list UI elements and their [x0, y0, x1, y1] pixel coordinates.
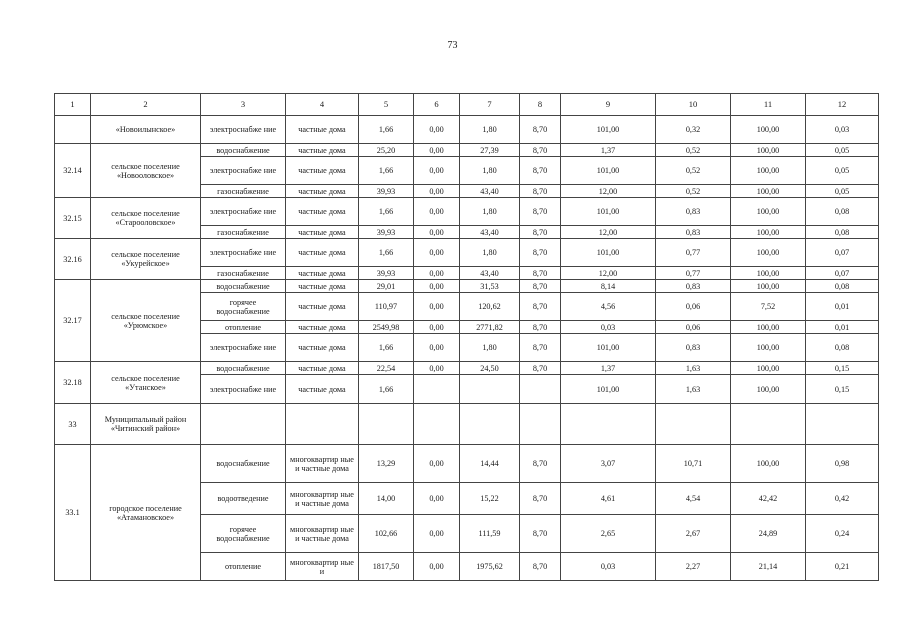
value-cell: 101,00 [561, 116, 656, 144]
value-cell: 0,98 [806, 445, 879, 483]
table-row [55, 239, 879, 267]
value-cell: 0,83 [656, 334, 731, 362]
value-cell: 1,63 [656, 375, 731, 404]
value-cell: 0,32 [656, 116, 731, 144]
value-cell: 1,66 [359, 239, 414, 267]
header-cell: 2 [91, 94, 201, 116]
value-cell: 0,00 [414, 267, 460, 280]
empty-cell [359, 404, 414, 445]
value-cell: 0,83 [656, 198, 731, 226]
value-cell: 100,00 [731, 280, 806, 293]
service-cell: горячее водоснабжение [201, 293, 286, 321]
value-cell: 8,70 [520, 144, 561, 157]
header-cell: 1 [55, 94, 91, 116]
service-cell: газоснабжение [201, 226, 286, 239]
value-cell: 4,61 [561, 483, 656, 515]
value-cell: 0,00 [414, 515, 460, 553]
value-cell: 8,70 [520, 157, 561, 185]
value-cell: 0,07 [806, 239, 879, 267]
service-cell: электроснабже ние [201, 116, 286, 144]
value-cell: 101,00 [561, 334, 656, 362]
value-cell: 100,00 [731, 157, 806, 185]
value-cell: 1975,62 [460, 553, 520, 581]
value-cell: 0,01 [806, 321, 879, 334]
table-header-row [55, 94, 879, 116]
value-cell: 0,00 [414, 293, 460, 321]
consumers-cell: частные дома [286, 185, 359, 198]
value-cell: 0,00 [414, 483, 460, 515]
value-cell: 0,06 [656, 293, 731, 321]
settlement-name-cell: «Новоилынское» [91, 116, 201, 144]
value-cell [520, 375, 561, 404]
value-cell: 0,08 [806, 334, 879, 362]
value-cell: 15,22 [460, 483, 520, 515]
table-row [55, 362, 879, 375]
service-cell: водоотведение [201, 483, 286, 515]
value-cell: 101,00 [561, 239, 656, 267]
value-cell: 29,01 [359, 280, 414, 293]
value-cell: 2,67 [656, 515, 731, 553]
value-cell: 0,00 [414, 185, 460, 198]
value-cell: 100,00 [731, 321, 806, 334]
header-cell: 8 [520, 94, 561, 116]
empty-cell [806, 404, 879, 445]
settlement-name-cell: сельское поселение «Урюмское» [91, 280, 201, 362]
value-cell: 1,80 [460, 116, 520, 144]
value-cell: 100,00 [731, 267, 806, 280]
settlement-name-cell: городское поселение «Атамановское» [91, 445, 201, 581]
header-cell: 5 [359, 94, 414, 116]
value-cell: 1,66 [359, 334, 414, 362]
value-cell: 42,42 [731, 483, 806, 515]
row-number-cell [55, 116, 91, 144]
row-number-cell: 32.18 [55, 362, 91, 404]
value-cell: 1,37 [561, 362, 656, 375]
value-cell: 8,70 [520, 515, 561, 553]
value-cell: 100,00 [731, 375, 806, 404]
value-cell: 100,00 [731, 185, 806, 198]
value-cell: 0,00 [414, 553, 460, 581]
value-cell: 0,05 [806, 157, 879, 185]
row-number-cell: 32.17 [55, 280, 91, 362]
consumers-cell: частные дома [286, 267, 359, 280]
value-cell: 100,00 [731, 226, 806, 239]
value-cell: 0,00 [414, 157, 460, 185]
header-cell: 9 [561, 94, 656, 116]
value-cell: 101,00 [561, 375, 656, 404]
value-cell: 8,70 [520, 445, 561, 483]
value-cell: 120,62 [460, 293, 520, 321]
table-row [55, 404, 879, 445]
settlement-name-cell: сельское поселение «Старооловское» [91, 198, 201, 239]
value-cell: 2,27 [656, 553, 731, 581]
value-cell: 1,66 [359, 198, 414, 226]
value-cell: 8,70 [520, 267, 561, 280]
value-cell: 1817,50 [359, 553, 414, 581]
value-cell: 8,70 [520, 553, 561, 581]
value-cell: 0,08 [806, 280, 879, 293]
value-cell: 0,52 [656, 185, 731, 198]
consumers-cell: многоквартир ные и частные дома [286, 445, 359, 483]
value-cell: 43,40 [460, 267, 520, 280]
value-cell: 31,53 [460, 280, 520, 293]
value-cell: 0,01 [806, 293, 879, 321]
value-cell: 0,03 [561, 321, 656, 334]
value-cell: 7,52 [731, 293, 806, 321]
service-cell: газоснабжение [201, 267, 286, 280]
value-cell: 0,00 [414, 226, 460, 239]
header-cell: 7 [460, 94, 520, 116]
service-cell: электроснабже ние [201, 334, 286, 362]
empty-cell [414, 404, 460, 445]
service-cell: водоснабжение [201, 280, 286, 293]
header-cell: 6 [414, 94, 460, 116]
row-number-cell: 32.16 [55, 239, 91, 280]
tariff-table [54, 93, 879, 581]
value-cell: 0,03 [561, 553, 656, 581]
service-cell: водоснабжение [201, 144, 286, 157]
empty-cell [731, 404, 806, 445]
header-cell: 3 [201, 94, 286, 116]
value-cell: 1,37 [561, 144, 656, 157]
value-cell: 0,08 [806, 226, 879, 239]
value-cell: 100,00 [731, 445, 806, 483]
value-cell: 0,83 [656, 280, 731, 293]
consumers-cell: частные дома [286, 321, 359, 334]
header-cell: 4 [286, 94, 359, 116]
value-cell: 4,54 [656, 483, 731, 515]
consumers-cell: частные дома [286, 157, 359, 185]
value-cell: 8,70 [520, 280, 561, 293]
value-cell: 13,29 [359, 445, 414, 483]
value-cell: 8,70 [520, 293, 561, 321]
value-cell: 100,00 [731, 362, 806, 375]
value-cell: 0,77 [656, 239, 731, 267]
value-cell: 100,00 [731, 198, 806, 226]
value-cell: 43,40 [460, 226, 520, 239]
header-cell: 10 [656, 94, 731, 116]
value-cell [414, 375, 460, 404]
value-cell: 0,03 [806, 116, 879, 144]
value-cell: 1,63 [656, 362, 731, 375]
value-cell: 0,00 [414, 321, 460, 334]
value-cell: 22,54 [359, 362, 414, 375]
value-cell: 1,66 [359, 116, 414, 144]
value-cell: 12,00 [561, 226, 656, 239]
table-row [55, 198, 879, 226]
value-cell: 27,39 [460, 144, 520, 157]
service-cell: отопление [201, 553, 286, 581]
value-cell: 0,00 [414, 198, 460, 226]
value-cell: 1,80 [460, 334, 520, 362]
value-cell: 14,44 [460, 445, 520, 483]
row-number-cell: 32.14 [55, 144, 91, 198]
consumers-cell: частные дома [286, 198, 359, 226]
value-cell: 8,70 [520, 483, 561, 515]
value-cell: 39,93 [359, 226, 414, 239]
consumers-cell: многоквартир ные и частные дома [286, 515, 359, 553]
service-cell: отопление [201, 321, 286, 334]
value-cell [460, 375, 520, 404]
value-cell: 10,71 [656, 445, 731, 483]
value-cell: 8,70 [520, 321, 561, 334]
row-number-cell: 33.1 [55, 445, 91, 581]
value-cell: 101,00 [561, 198, 656, 226]
value-cell: 8,70 [520, 226, 561, 239]
row-number-cell: 33 [55, 404, 91, 445]
empty-cell [201, 404, 286, 445]
value-cell: 12,00 [561, 185, 656, 198]
value-cell: 2549,98 [359, 321, 414, 334]
consumers-cell: частные дома [286, 375, 359, 404]
value-cell: 2771,82 [460, 321, 520, 334]
value-cell: 0,00 [414, 116, 460, 144]
consumers-cell: частные дома [286, 116, 359, 144]
settlement-name-cell: сельское поселение «Новооловское» [91, 144, 201, 198]
settlement-name-cell: сельское поселение «Укурейское» [91, 239, 201, 280]
table-row [55, 116, 879, 144]
value-cell: 0,77 [656, 267, 731, 280]
value-cell: 110,97 [359, 293, 414, 321]
value-cell: 8,70 [520, 239, 561, 267]
consumers-cell: частные дома [286, 144, 359, 157]
value-cell: 1,66 [359, 157, 414, 185]
value-cell: 1,80 [460, 198, 520, 226]
value-cell: 100,00 [731, 334, 806, 362]
value-cell: 102,66 [359, 515, 414, 553]
value-cell: 0,52 [656, 157, 731, 185]
consumers-cell: частные дома [286, 239, 359, 267]
value-cell: 1,80 [460, 157, 520, 185]
consumers-cell: многоквартир ные и частные дома [286, 483, 359, 515]
service-cell: водоснабжение [201, 445, 286, 483]
value-cell: 0,83 [656, 226, 731, 239]
consumers-cell: частные дома [286, 293, 359, 321]
value-cell: 8,70 [520, 334, 561, 362]
service-cell: электроснабже ние [201, 198, 286, 226]
page-number: 73 [447, 40, 458, 51]
value-cell: 0,15 [806, 375, 879, 404]
value-cell: 14,00 [359, 483, 414, 515]
value-cell: 8,70 [520, 185, 561, 198]
table-row [55, 280, 879, 293]
empty-cell [286, 404, 359, 445]
table-row [55, 445, 879, 483]
service-cell: горячее водоснабжение [201, 515, 286, 553]
value-cell: 4,56 [561, 293, 656, 321]
value-cell: 8,70 [520, 362, 561, 375]
value-cell: 8,70 [520, 198, 561, 226]
value-cell: 1,80 [460, 239, 520, 267]
value-cell: 39,93 [359, 185, 414, 198]
value-cell: 100,00 [731, 116, 806, 144]
value-cell: 0,21 [806, 553, 879, 581]
consumers-cell: частные дома [286, 362, 359, 375]
header-cell: 12 [806, 94, 879, 116]
value-cell: 0,06 [656, 321, 731, 334]
value-cell: 101,00 [561, 157, 656, 185]
service-cell: водоснабжение [201, 362, 286, 375]
value-cell: 0,24 [806, 515, 879, 553]
value-cell: 24,89 [731, 515, 806, 553]
value-cell: 0,00 [414, 144, 460, 157]
table-row [55, 144, 879, 157]
row-number-cell: 32.15 [55, 198, 91, 239]
header-cell: 11 [731, 94, 806, 116]
value-cell: 0,05 [806, 185, 879, 198]
value-cell: 0,05 [806, 144, 879, 157]
value-cell: 111,59 [460, 515, 520, 553]
value-cell: 24,50 [460, 362, 520, 375]
empty-cell [460, 404, 520, 445]
value-cell: 2,65 [561, 515, 656, 553]
value-cell: 39,93 [359, 267, 414, 280]
value-cell: 0,00 [414, 239, 460, 267]
consumers-cell: частные дома [286, 280, 359, 293]
service-cell: электроснабже ние [201, 375, 286, 404]
value-cell: 0,00 [414, 280, 460, 293]
value-cell: 21,14 [731, 553, 806, 581]
settlement-name-cell: Муниципальный район «Читинский район» [91, 404, 201, 445]
value-cell: 1,66 [359, 375, 414, 404]
value-cell: 0,00 [414, 362, 460, 375]
value-cell: 12,00 [561, 267, 656, 280]
consumers-cell: многоквартир ные и [286, 553, 359, 581]
service-cell: газоснабжение [201, 185, 286, 198]
empty-cell [520, 404, 561, 445]
value-cell: 100,00 [731, 239, 806, 267]
value-cell: 0,07 [806, 267, 879, 280]
value-cell: 0,42 [806, 483, 879, 515]
value-cell: 8,14 [561, 280, 656, 293]
value-cell: 0,08 [806, 198, 879, 226]
service-cell: электроснабже ние [201, 239, 286, 267]
settlement-name-cell: сельское поселение «Утанское» [91, 362, 201, 404]
value-cell: 0,52 [656, 144, 731, 157]
value-cell: 3,07 [561, 445, 656, 483]
value-cell: 0,15 [806, 362, 879, 375]
value-cell: 0,00 [414, 334, 460, 362]
consumers-cell: частные дома [286, 226, 359, 239]
value-cell: 25,20 [359, 144, 414, 157]
service-cell: электроснабже ние [201, 157, 286, 185]
value-cell: 100,00 [731, 144, 806, 157]
empty-cell [561, 404, 656, 445]
consumers-cell: частные дома [286, 334, 359, 362]
value-cell: 43,40 [460, 185, 520, 198]
value-cell: 0,00 [414, 445, 460, 483]
empty-cell [656, 404, 731, 445]
value-cell: 8,70 [520, 116, 561, 144]
